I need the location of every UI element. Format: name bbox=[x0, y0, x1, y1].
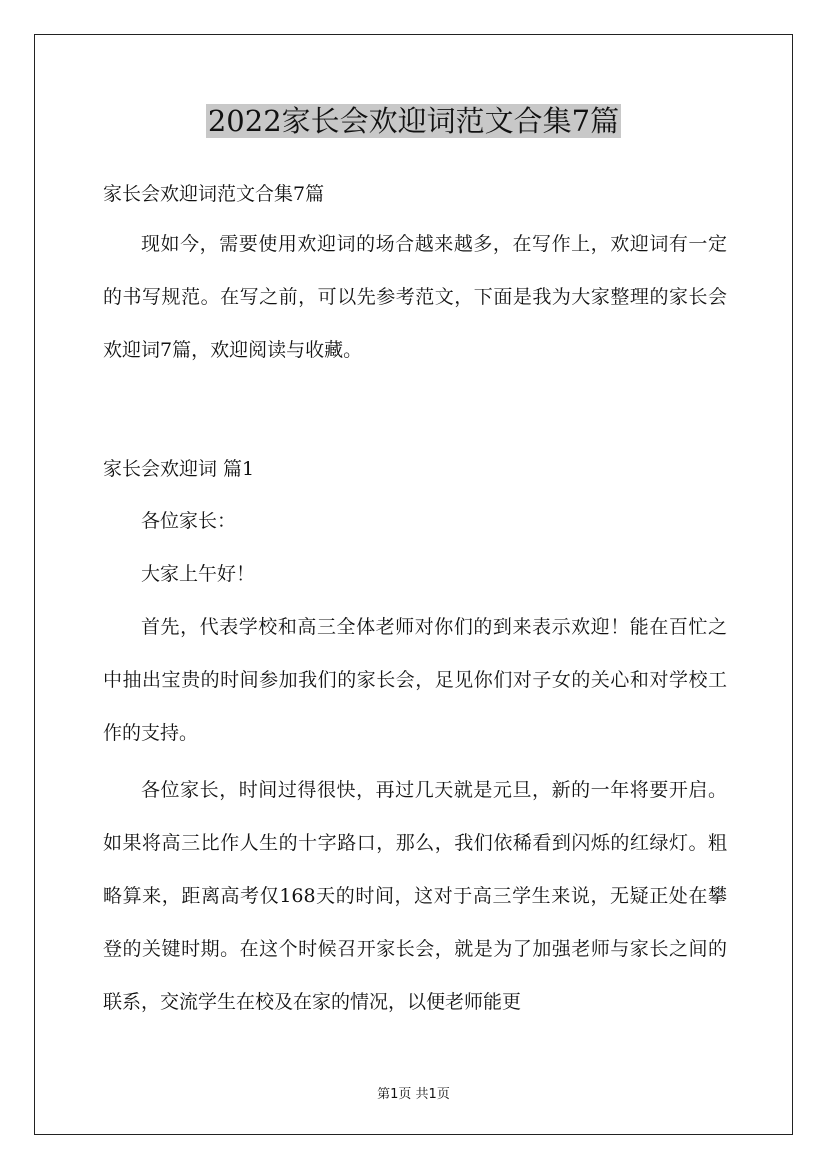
page-footer: 第1页 共1页 bbox=[377, 1087, 450, 1102]
body-paragraph-1: 首先，代表学校和高三全体老师对你们的到来表示欢迎！能在百忙之中抽出宝贵的时间参加我们的家长会，足见你们对子女的关心和对学校工作的支持。 bbox=[103, 616, 727, 744]
section-heading: 家长会欢迎词 篇1 bbox=[103, 458, 255, 480]
intro-paragraph: 现如今，需要使用欢迎词的场合越来越多，在写作上，欢迎词有一定的书写规范。在写之前，可以先参考范文，下面是我为大家整理的家长会欢迎词7篇，欢迎阅读与收藏。 bbox=[103, 233, 727, 361]
salutation-line: 大家上午好！ bbox=[141, 563, 256, 585]
body-paragraph-2: 各位家长，时间过得很快，再过几天就是元旦，新的一年将要开启。如果将高三比作人生的十字路口，那么，我们依稀看到闪烁的红绿灯。粗略算来，距离高考仅168天的时间，这对于高三学生来说，无疑正处在攀登的关键时期。在这个时候召开家长会，就是为了加强老师与家长之间的联系，交流学生在校及在家的情况，以便老师能更 bbox=[103, 779, 727, 1013]
document-subtitle: 家长会欢迎词范文合集7篇 bbox=[103, 183, 325, 205]
document-body bbox=[103, 170, 727, 1029]
document-title-text: 2022家长会欢迎词范文合集7篇 bbox=[207, 104, 620, 138]
greeting-line: 各位家长： bbox=[141, 510, 237, 532]
document-title bbox=[0, 101, 827, 141]
